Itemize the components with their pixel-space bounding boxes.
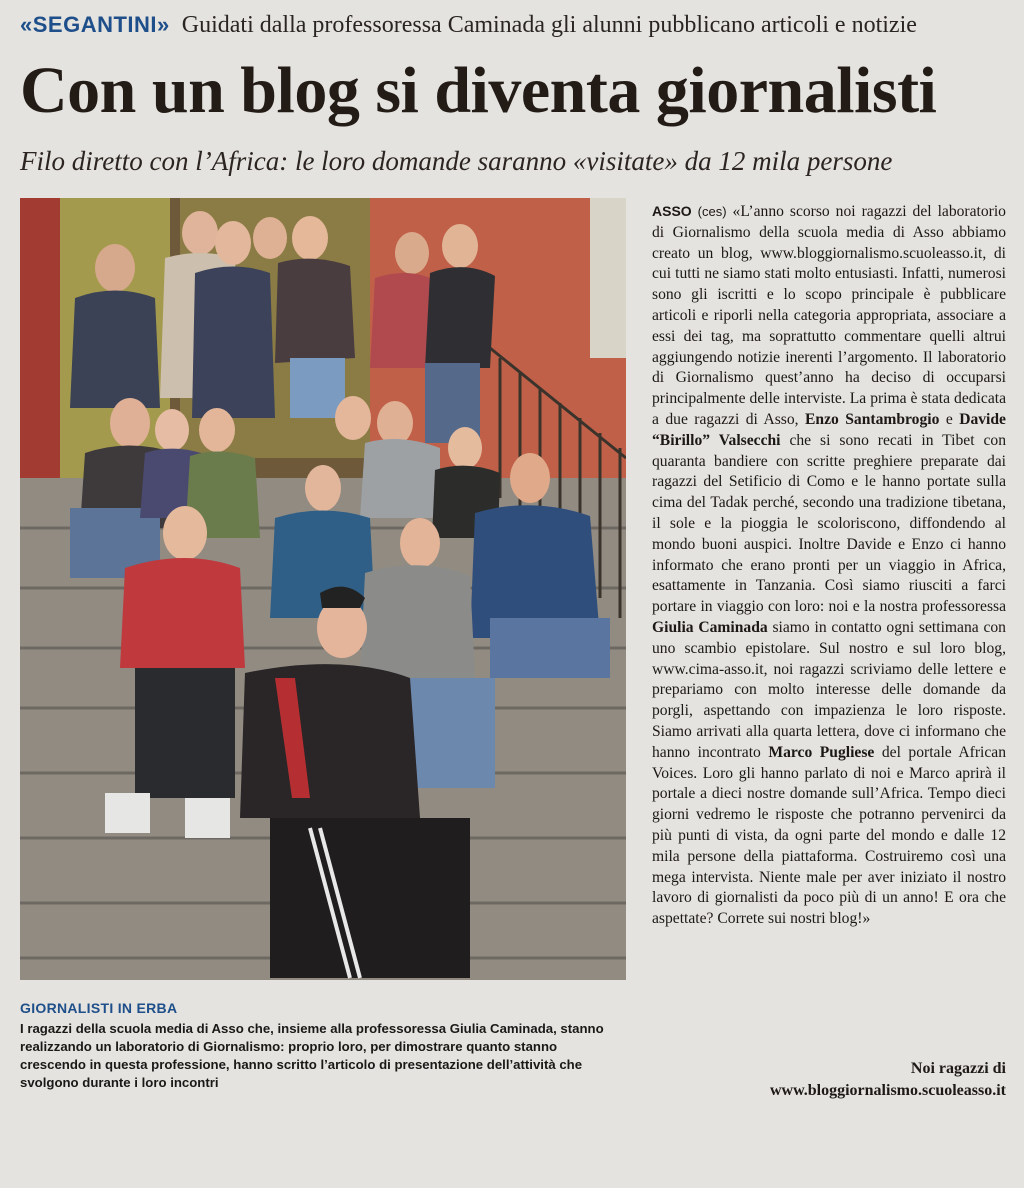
article-body (652, 201, 1006, 930)
headline: Con un blog si diventa giornalisti (20, 54, 937, 127)
person-name: Davide “Birillo” Valsecchi (652, 410, 1006, 449)
person-name: Enzo Santambrogio (805, 410, 940, 428)
group-photo (20, 198, 626, 980)
section-tag: «SEGANTINI» (20, 12, 170, 37)
article-paragraph-1: «L’anno scorso noi ragazzi del laboratorio di Giornalismo della scuola media di Asso abbiamo creato un blog, www.bloggiornalismo.scuoleasso.it, di cui tutti ne siamo stati molto entusiasti. Infatti, numerosi sono gli iscritti e lo scopo principale è pubblicare articoli e riporli nella categoria appropriata, associare a essi dei tag, ma soprattutto commentare quelli altrui aggiungendo notizie inerenti l’argomento. Il laboratorio di Giornalismo quest’anno ha deciso di occuparsi principalmente delle interviste. La prima è stata dedicata a due ragazzi di Asso, (652, 203, 1006, 428)
article-paragraph-3: siamo in contatto ogni settimana con uno scambio epistolare. Sul nostro e sul loro blog, www.cima-asso.it, noi ragazzi scriviamo delle lettere e prepariamo con molto interesse delle domande da porgli, aspettando con impazienza le loro risposte. Siamo arrivati alla quarta lettera, dove ci informano che hanno incontrato (652, 618, 1006, 761)
article-paragraph-2: che si sono recati in Tibet con quaranta bandiere con scritte preghiere preparate dai ragazzi del Setificio di Como e le hanno portate sulla cima del Tadak perché, secondo una tradizione tibetana, il sole e la pioggia le scoloriscono, diffondendo al mondo buoni auspici. Inoltre Davide e Enzo ci hanno informato che erano pronti per un viaggio in Africa, esattamente in Tanzania. Così siamo riusciti a farci portare in viaggio con loro: noi e la nostra professoressa (652, 431, 1006, 616)
article-paragraph-4: del portale African Voices. Loro gli hanno parlato di noi e Marco aprirà il portale a dieci nostre domande sull’Africa. Tempo dieci giorni vedremo le risposte che potranno pervenirci da più punti di vista, da ogni parte del mondo e dalle 12 mila persone della piattaforma. Costruiremo così una mega intervista. Niente male per aver iniziato il nostro lavoro di giornalisti da poco più di un anno! E ora che aspettate? Correte sui nostri blog!» (652, 743, 1006, 928)
caption-body: I ragazzi della scuola media di Asso che, insieme alla professoressa Giulia Caminada, stanno realizzando un laboratorio di Giornalismo: proprio loro, per dimostrare quanto stanno crescendo in questa professione, hanno scritto l’articolo di presentazione dell’attività che svolgono durante i loro incontri (20, 1021, 604, 1090)
subheadline: Filo diretto con l’Africa: le loro domande saranno «visitate» da 12 mila persone (20, 146, 893, 176)
signature-url: www.bloggiornalismo.scuoleasso.it (769, 1082, 1006, 1099)
source-tag: (ces) (697, 204, 727, 219)
kicker-text: Guidati dalla professoressa Caminada gli alunni pubblicano articoli e notizie (181, 12, 917, 38)
dateline: ASSO (652, 203, 692, 219)
kicker-row (20, 12, 1010, 39)
conjunction: e (945, 410, 953, 428)
person-name: Giulia Caminada (652, 618, 768, 636)
caption-title: GIORNALISTI IN ERBA (20, 1000, 178, 1016)
signature (652, 1058, 1006, 1102)
signature-line-1: Noi ragazzi di (910, 1060, 1006, 1077)
person-name: Marco Pugliese (768, 743, 875, 761)
group-photo-image (20, 198, 626, 980)
